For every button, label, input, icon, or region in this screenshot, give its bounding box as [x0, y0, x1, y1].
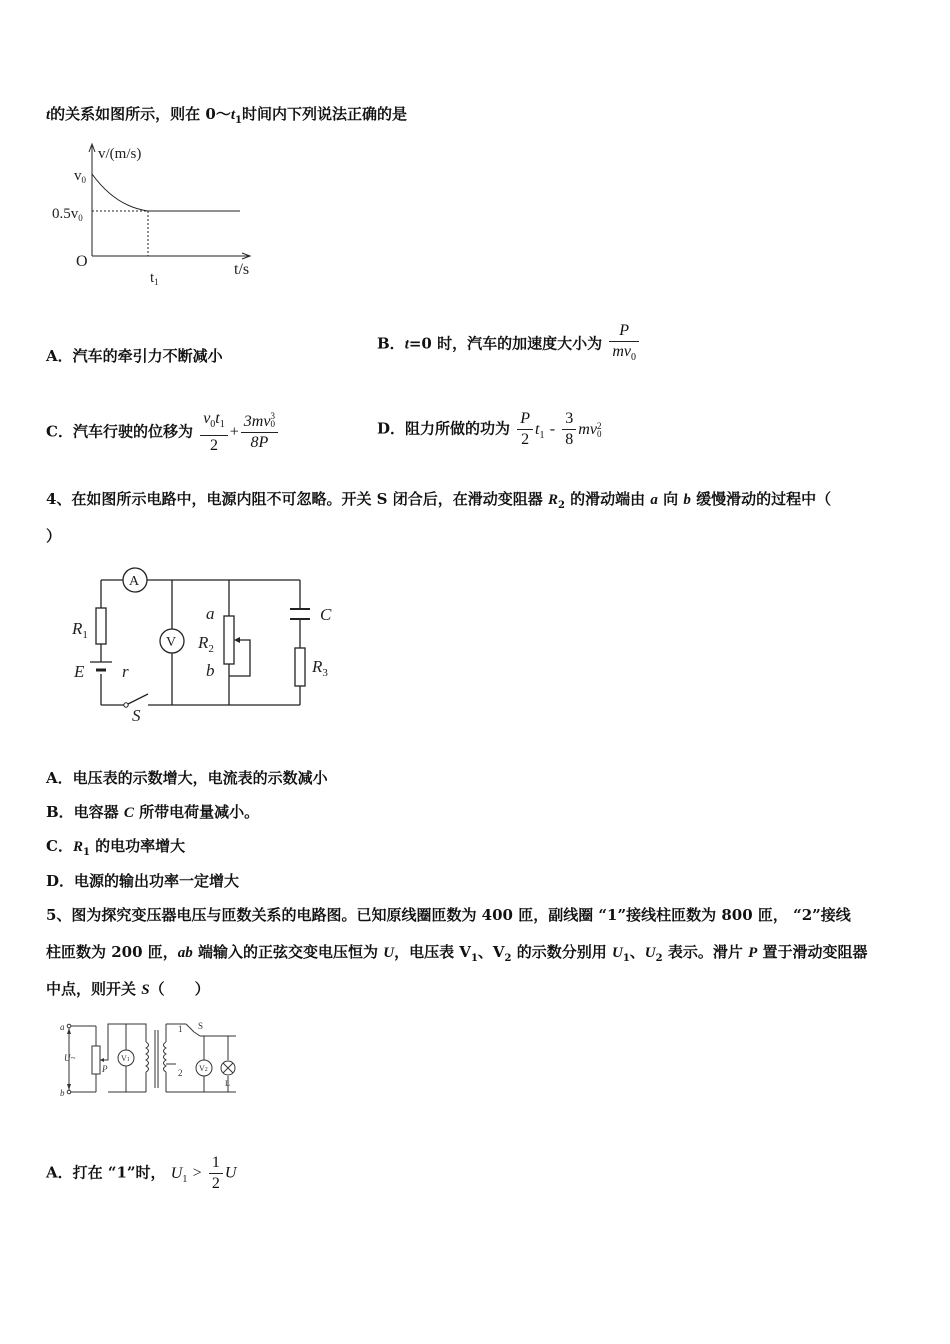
- graph-y-label: v/(m/s): [98, 146, 142, 162]
- q4-option-c-sub: 1: [82, 847, 90, 858]
- q3-stem-t: t: [46, 107, 51, 123]
- q4-stem-r2: R: [547, 492, 558, 508]
- u-arrow-down: [67, 1084, 71, 1090]
- emf-label: E: [74, 662, 85, 681]
- q5-lamp-label: L: [225, 1079, 230, 1088]
- q3-option-b-fraction: [609, 321, 639, 368]
- q3-d-frac-2-num: 3: [562, 409, 576, 430]
- q3-option-c[interactable]: [46, 409, 280, 456]
- q5-terminal-b: b: [60, 1088, 65, 1098]
- r2-end-b-label: b: [206, 661, 215, 680]
- q5-u-label: U~: [64, 1053, 76, 1063]
- r3-label: $R_3$: [312, 657, 328, 679]
- switch-label: S: [132, 706, 141, 725]
- q5-stem-line-1: 5、图为探究变压器电压与匝数关系的电路图。已知原线圈匝数为 400 匝，副线圈 “1”接线柱匝数为 800 匝， “2”接线: [46, 906, 851, 924]
- q5-stem-line-3: 中点，则开关 S（ ）: [46, 980, 210, 998]
- q5-frac-den: 2: [211, 1175, 220, 1192]
- graph-half-v0-label: $0.5v_0$: [52, 206, 83, 223]
- q5-stem-line-2: 柱匝数为 200 匝，ab 端输入的正弦交变电压恒为 U，电压表 $V_1$、$V_2$ 的示数分别用 $U_1$、$U_2$ 表示。滑片 P 置于滑动变阻器: [46, 943, 868, 964]
- q4-option-d[interactable]: D．电源的输出功率一定增大: [46, 872, 240, 890]
- q4-option-b-a: B．电容器: [46, 803, 124, 821]
- q3-stem-t1-sub: 1: [235, 115, 242, 126]
- q3-stem: [46, 103, 407, 126]
- q3-d-frac-1: [517, 409, 533, 450]
- q4-option-b[interactable]: [46, 801, 259, 822]
- velocity-curve: [92, 174, 240, 211]
- q4-stem-line-1: [46, 488, 831, 511]
- graph-origin-label: O: [76, 253, 88, 270]
- q5-v1-label: V1: [121, 1054, 130, 1063]
- q4-stem-c: 缓慢滑动的过程中（: [690, 490, 832, 508]
- q5-frac-num: 1: [209, 1153, 223, 1174]
- secondary-coil: [164, 1042, 167, 1072]
- q3-c-frac-2-den: 8P: [250, 434, 269, 452]
- u-arrow-up: [67, 1028, 71, 1034]
- q3-d-mv: mv 2 0: [578, 420, 602, 439]
- r2-end-a-label: a: [206, 604, 215, 623]
- capacitor-label: C: [320, 605, 332, 624]
- r2-rheostat: [224, 616, 234, 664]
- q4-stem-r2-sub: 2: [557, 500, 565, 511]
- q4-option-c[interactable]: [46, 835, 185, 858]
- q3-option-c-label: C．汽车行驶的位移为: [46, 422, 193, 441]
- q5-transformer-diagram: [58, 1020, 248, 1100]
- q4-option-a[interactable]: A．电压表的示数增大，电流表的示数减小: [46, 769, 328, 787]
- q5-option-a-rhs: U: [224, 1164, 237, 1182]
- q4-option-c-a: C．: [46, 837, 73, 855]
- q3-d-frac-1-den: 2: [521, 431, 530, 448]
- q5-option-a[interactable]: [46, 1153, 236, 1194]
- switch-contact-left: [124, 703, 128, 707]
- q3-c-plus: +: [229, 423, 239, 441]
- primary-coil: [146, 1042, 149, 1072]
- graph-t1-label: $t_1$: [150, 270, 159, 287]
- q3-option-d[interactable]: [377, 409, 601, 450]
- q3-d-minus: -: [549, 420, 556, 438]
- q4-circuit-diagram: [68, 566, 348, 726]
- switch-blade: [128, 694, 148, 704]
- q5-option-a-gt: >: [192, 1164, 202, 1182]
- r1-resistor: [96, 608, 106, 644]
- q3-stem-text-a: 的关系如图所示，则在 0～: [50, 105, 231, 123]
- q3-d-t1: $t_1$: [535, 420, 545, 441]
- voltmeter-label: V: [166, 635, 177, 650]
- q3-c-frac-2-num: 3mv 3 0: [241, 412, 278, 433]
- q4-stem-a: 4、在如图所示电路中，电源内阻不可忽略。开关 S 闭合后，在滑动变阻器: [46, 490, 548, 508]
- q3-b-frac-num: P: [609, 321, 639, 342]
- q5-tap-2: 2: [178, 1068, 183, 1078]
- q5-rheostat: [92, 1046, 100, 1074]
- r1-label: $R_1$: [72, 619, 88, 641]
- q5-v2-label: V2: [199, 1064, 208, 1073]
- q4-stem-b-point: b: [683, 492, 691, 508]
- q3-stem-t1: t: [230, 107, 236, 123]
- q4-option-b-b: 所带电荷量减小。: [133, 803, 260, 821]
- q4-stem-mid: 向: [657, 490, 684, 508]
- q3-c-frac-1-num: $v_0t_1$: [200, 409, 228, 436]
- q4-stem-line-2: ）: [46, 527, 62, 545]
- q4-option-c-b: 的电功率增大: [89, 837, 186, 855]
- graph-v0-label: $v_0$: [74, 168, 86, 185]
- r2-label: $R_2$: [198, 633, 214, 655]
- q3-c-frac-2: [241, 412, 278, 453]
- q3-option-a[interactable]: A．汽车的牵引力不断减小: [46, 347, 223, 365]
- r3-resistor: [295, 648, 305, 686]
- q3-option-d-label: D．阻力所做的功为: [377, 419, 511, 438]
- q4-option-b-c: C: [123, 805, 134, 821]
- q5-option-a-fraction: [209, 1153, 223, 1194]
- q3-b-frac-den: $mv_0$: [612, 343, 636, 364]
- q5-slider-arrow: [100, 1058, 104, 1062]
- ammeter-label: A: [129, 574, 140, 589]
- q5-switch-label: S: [198, 1021, 204, 1031]
- q3-d-frac-1-num: P: [517, 409, 533, 430]
- q4-stem-b: 的滑动端由: [564, 490, 651, 508]
- graph-x-label: t/s: [234, 261, 250, 278]
- r2-slider-arrow: [234, 637, 240, 643]
- q3-c-frac-1-den: 2: [209, 437, 218, 455]
- q5-option-a-label: A．打在 “1”时，: [46, 1163, 166, 1182]
- q5-tap-1: 1: [178, 1024, 183, 1034]
- q3-d-frac-2: [562, 409, 576, 450]
- q4-option-c-r: R: [72, 839, 83, 855]
- q3-option-b-prefix: B．: [377, 334, 405, 353]
- q3-stem-text-b: 时间内下列说法正确的是: [241, 105, 407, 123]
- q3-d-frac-2-den: 8: [565, 431, 574, 448]
- q3-vt-graph: [40, 138, 280, 288]
- q5-terminal-a: a: [60, 1022, 65, 1032]
- internal-resistance-label: r: [122, 662, 129, 681]
- q3-option-b-t: t: [404, 336, 409, 353]
- q3-option-b-text: =0 时，汽车的加速度大小为: [408, 334, 603, 353]
- q3-option-b[interactable]: [377, 321, 641, 368]
- q3-c-frac-1: [200, 409, 228, 456]
- q4-stem-a-point: a: [650, 492, 658, 508]
- q5-option-a-lhs: $U_1$: [170, 1164, 188, 1185]
- q5-p-label: P: [102, 1064, 108, 1074]
